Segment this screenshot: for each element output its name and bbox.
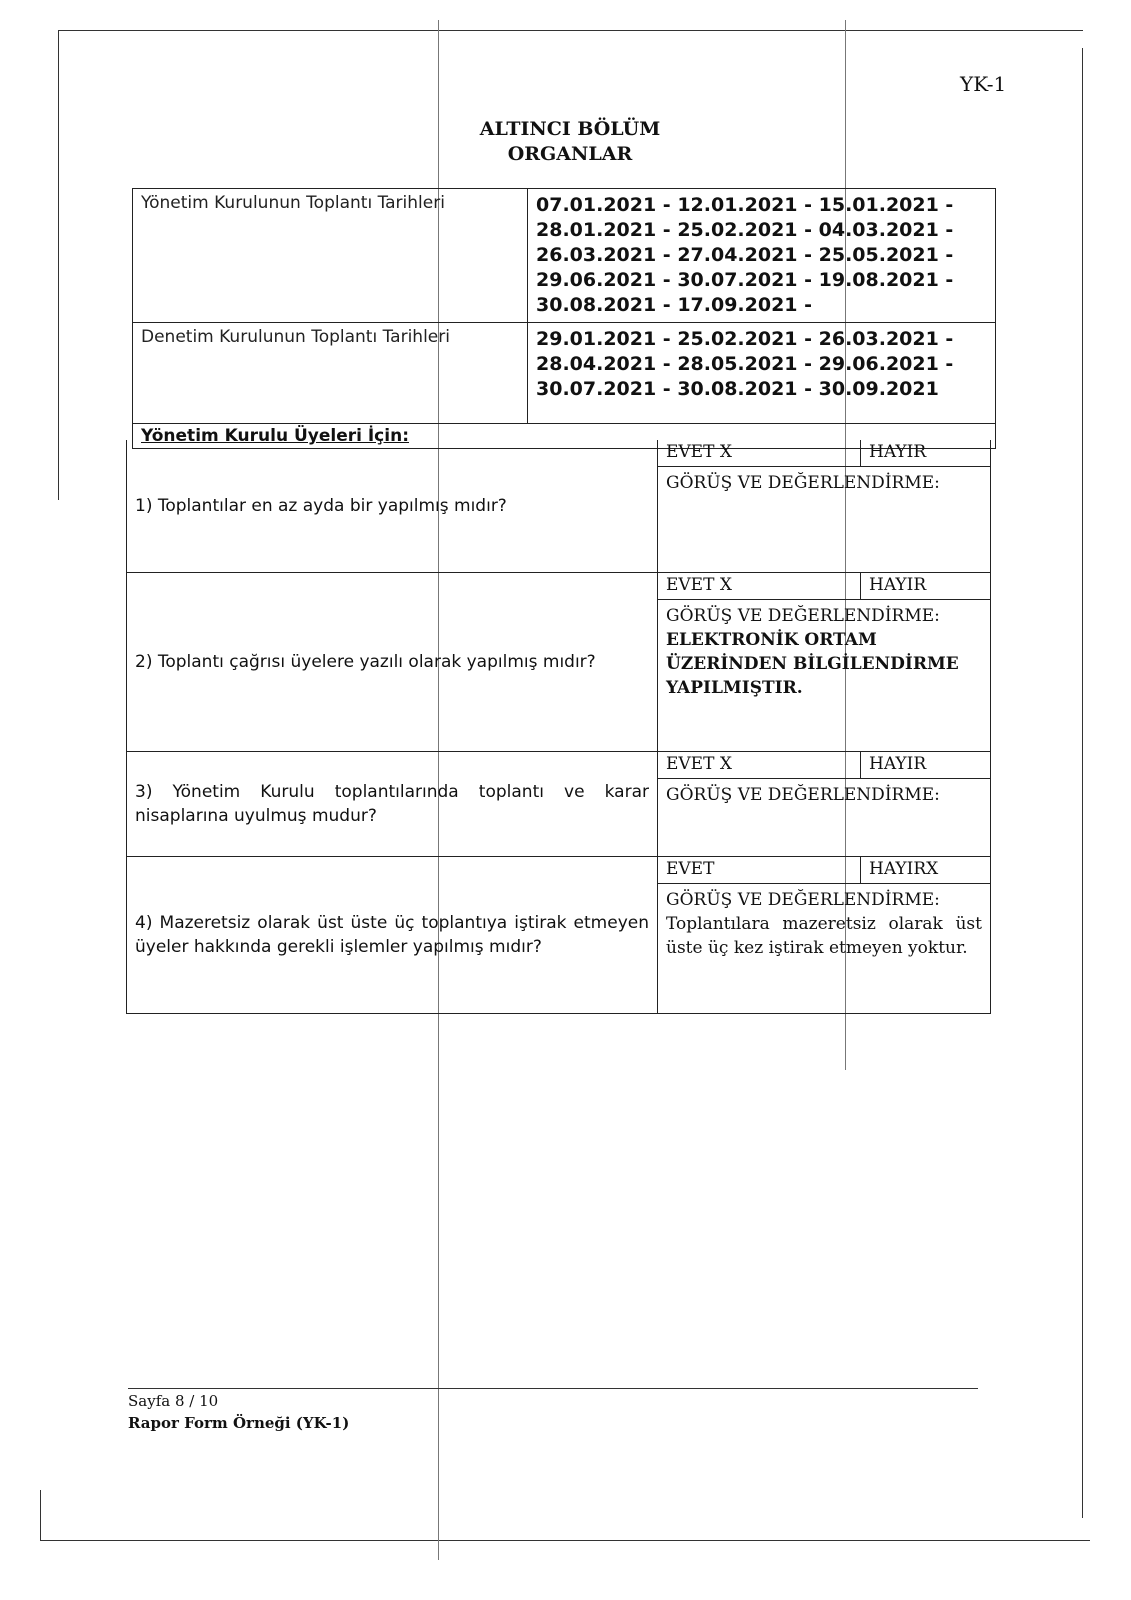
yes-no-row: [658, 440, 990, 467]
question-text: 3) Yönetim Kurulu toplantılarında toplantı ve karar nisaplarına uyulmuş mudur?: [127, 752, 658, 856]
evaluation-label: GÖRÜŞ VE DEĞERLENDİRME:: [666, 606, 940, 626]
yes-no-row: [658, 573, 990, 600]
evaluation-cell: [658, 779, 990, 811]
hayir-option: HAYIR: [869, 754, 927, 774]
page-frame-bottom: [40, 1540, 1090, 1541]
hayir-option: HAYIR: [869, 442, 927, 462]
answer-cell: [658, 752, 990, 856]
form-code: YK-1: [960, 72, 1007, 96]
questions-table: [126, 440, 991, 1014]
evaluation-label: GÖRÜŞ VE DEĞERLENDİRME:: [666, 785, 940, 805]
date-line: 30.07.2021 - 30.08.2021 - 30.09.2021: [536, 378, 939, 400]
table-row: [133, 323, 996, 424]
question-row: [126, 573, 991, 752]
answer-cell: [658, 857, 990, 1013]
hayir-option: HAYIRX: [869, 859, 939, 879]
hayir-option: HAYIR: [869, 575, 927, 595]
answer-cell: [658, 573, 990, 751]
board-dates-label: Yönetim Kurulunun Toplantı Tarihleri: [133, 189, 528, 323]
answer-cell: [658, 440, 990, 572]
page-frame-right: [1082, 48, 1083, 1518]
date-line: 29.06.2021 - 30.07.2021 - 19.08.2021 -: [536, 269, 954, 291]
audit-dates-values: [528, 323, 996, 424]
audit-dates-label: Denetim Kurulunun Toplantı Tarihleri: [133, 323, 528, 424]
section-subtitle: ORGANLAR: [507, 143, 633, 165]
date-line: 28.01.2021 - 25.02.2021 - 04.03.2021 -: [536, 219, 954, 241]
yes-no-row: [658, 752, 990, 779]
evet-option: EVET: [658, 857, 861, 883]
evaluation-label: GÖRÜŞ VE DEĞERLENDİRME:: [666, 890, 940, 910]
evet-option: EVET X: [658, 752, 861, 778]
yes-no-row: [658, 857, 990, 884]
evet-option: EVET X: [658, 573, 861, 599]
question-text: 1) Toplantılar en az ayda bir yapılmış mıdır?: [127, 440, 658, 572]
question-text: 2) Toplantı çağrısı üyelere yazılı olarak yapılmış mıdır?: [127, 573, 658, 751]
question-row: [126, 857, 991, 1014]
evaluation-text: ELEKTRONİK ORTAM ÜZERİNDEN BİLGİLENDİRME YAPILMIŞTIR.: [666, 630, 959, 698]
evaluation-cell: [658, 600, 990, 704]
page-frame-top: [58, 30, 1083, 31]
question-row: [126, 440, 991, 573]
evaluation-cell: [658, 884, 990, 964]
date-line: 28.04.2021 - 28.05.2021 - 29.06.2021 -: [536, 353, 954, 375]
evaluation-text: Toplantılara mazeretsiz olarak üst üste üç kez iştirak etmeyen yoktur.: [666, 914, 982, 958]
date-line: 07.01.2021 - 12.01.2021 - 15.01.2021 -: [536, 194, 954, 216]
board-dates-values: [528, 189, 996, 323]
page-footer: [128, 1392, 349, 1432]
table-row: [133, 189, 996, 323]
meeting-dates-table: [132, 188, 996, 449]
evet-option: EVET X: [658, 440, 861, 466]
section-header: Yönetim Kurulu Üyeleri İçin:: [133, 424, 996, 449]
footer-rule: [128, 1388, 978, 1389]
page-number: Sayfa 8 / 10: [128, 1392, 219, 1410]
form-name: Rapor Form Örneği (YK-1): [128, 1414, 350, 1432]
date-line: 26.03.2021 - 27.04.2021 - 25.05.2021 -: [536, 244, 954, 266]
question-row: [126, 752, 991, 857]
date-line: 30.08.2021 - 17.09.2021 -: [536, 294, 813, 316]
page-frame-left: [58, 30, 59, 500]
section-title: ALTINCI BÖLÜM: [479, 118, 661, 140]
evaluation-cell: [658, 467, 990, 499]
question-text: 4) Mazeretsiz olarak üst üste üç toplantıya iştirak etmeyen üyeler hakkında gerekli işlemler yapılmış mıdır?: [127, 857, 658, 1013]
page-frame-left-lower: [40, 1490, 41, 1540]
evaluation-label: GÖRÜŞ VE DEĞERLENDİRME:: [666, 473, 940, 493]
date-line: 29.01.2021 - 25.02.2021 - 26.03.2021 -: [536, 328, 954, 350]
